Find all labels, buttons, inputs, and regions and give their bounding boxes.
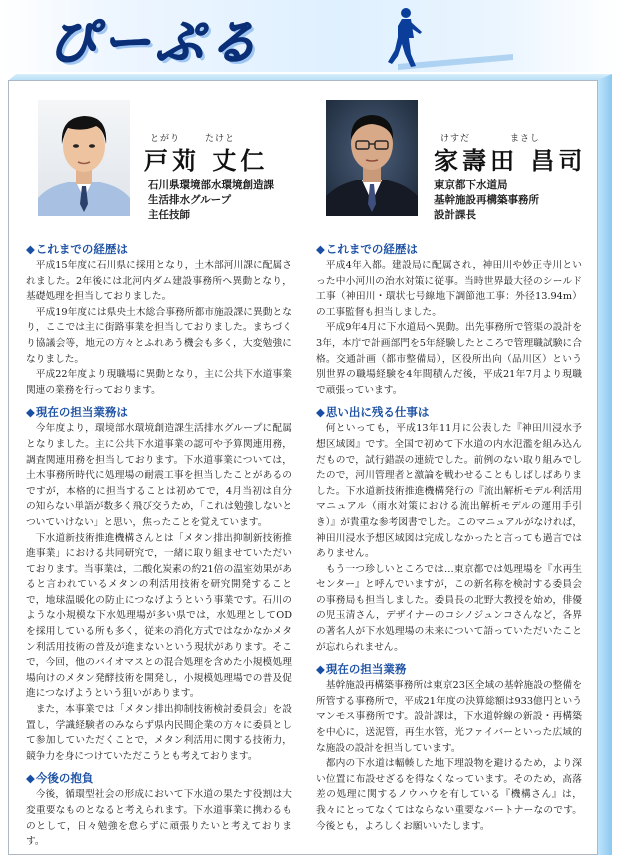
portrait-photo-right — [326, 100, 418, 216]
paragraph: もう一つ珍しいところでは…東京都では処理場を『水再生センター』と呼んでいますが，この新名称を検討する委員会の事務局も担当しました。委員長の北野大教授を始め，俳優の児玉清さん，デザイナーのコシノジュンコさんなど，各界の著名人が下水処理場の未来について語っていただいたことが忘れられません。 — [316, 563, 582, 653]
diamond-bullet-icon: ◆ — [316, 405, 325, 420]
page-side-edge — [598, 74, 612, 855]
diamond-bullet-icon: ◆ — [26, 771, 35, 786]
diamond-bullet-icon: ◆ — [316, 662, 325, 677]
portrait-photo-left — [38, 100, 130, 216]
paragraph: 今後，循環型社会の形成において下水道の果たす役割は大変重要なものとなると考えられます。下水道事業に携わるものとして，日々勉強を怠らずに頑張りたいと考えております。 — [26, 789, 292, 848]
section-heading: ◆思い出に残る仕事は — [316, 405, 430, 420]
section-career — [26, 241, 292, 398]
affiliation-left — [148, 178, 274, 223]
affiliation-org: 石川県環境部水環境創造課 — [148, 179, 274, 191]
header-banner — [0, 0, 620, 72]
diamond-bullet-icon: ◆ — [26, 242, 35, 256]
section-heading: ◆今後の抱負 — [26, 771, 94, 786]
affiliation-title: 主任技師 — [148, 209, 190, 221]
diamond-bullet-icon: ◆ — [316, 242, 325, 256]
paragraph: 基幹施設再構築事務所は東京23区全域の基幹施設の整備を所管する事務所で，平成21年度の決算総額は933億円というマンモス事務所です。設計課は，下水道幹線の新設・再構築を中心に，送泥管，再生水管，光ファイバーといった広域的な施設の設計を担当しています。 — [316, 680, 582, 754]
diamond-bullet-icon: ◆ — [26, 405, 35, 420]
section-current-duties — [316, 661, 582, 834]
person-portrait-icon — [326, 100, 418, 216]
paragraph: 平成4年入都。建設局に配属され，神田川や妙正寺川といった中小河川の治水対策に従事。当時世界最大径のシールド工事（神田川・環状七号線地下調節池工事：外径13.94m）の工事監督も担当しました。 — [316, 260, 582, 318]
section-heading: ◆現在の担当業務は — [26, 405, 128, 420]
name-reading-family: とがり — [150, 134, 181, 144]
section-heading: ◆これまでの経歴は — [316, 242, 418, 256]
paragraph: 平成9年4月に下水道局へ異動。出先事務所で管渠の設計を3年，本庁で計画部門を5年経験したところで管理職試験に合格。交通計画（都市整備局），区役所出向（品川区）という別世界の職場経験を4年間積んだ後，平成21年7月より現職で頑張っています。 — [316, 322, 582, 396]
affiliation-right — [434, 178, 539, 223]
paragraph: また，本事業では「メタン排出抑制技術検討委員会」を設置し，学識経験者のみならず県内民間企業の方々に委員として参加していただくことで，メタン利活用に関する技術力，競争力を身につけていただこうとも考えております。 — [26, 704, 292, 762]
section-memorable-work — [316, 404, 582, 655]
article-column-left — [26, 241, 292, 856]
paragraph: 今年度より，環境部水環境創造課生活排水グループに配属となりました。主に公共下水道事業の認可や予算関連用務，調査関連用務を担当しております。下水道事業については，土木事務所時代に処理場の耐震工事を担当したことがあるのですが，本格的に担当することは初めてで，4月当初は自分の知らない単語が数多く飛び交うため，「これは勉強しないとついていけない」と思い，焦ったことを覚えています。 — [26, 423, 293, 528]
name-reading-family: けすだ — [440, 134, 471, 144]
paragraph: 下水道新技術推進機構さんとは「メタン排出抑制新技術推進事業」における共同研究で，一緒に取り組ませていただいております。当事業は，二酸化炭素の約21倍の温室効果があると言われているメタンの利活用技術を研究開発することで，地球温暖化の防止につなげようという事業です。石川のような小規模な下水処理場が多い県では，水処理としてODを採用している所も多く，従来の消化方式ではなかなかメタン利活用技術の普及が進まないという現状があります。そこで，今回，他のバイオマスとの混合処理を含めた小規模処理場向けのメタン発酵技術を開発し，小規模処理場での普及促進につなげようという狙いがあります。 — [26, 532, 292, 700]
section-aspirations — [26, 770, 292, 849]
section-career — [316, 241, 582, 398]
column-title: ぴーぷる — [48, 15, 264, 71]
paragraph: 何といっても，平成13年11月に公表した『神田川浸水予想区域図』です。全国で初めて下水道の内水氾濫を組み込んだもので，試行錯誤の連続でした。前例のない取り組みでしたので，河川管理者と激論を戦わせることもしばしばありました。下水道新技術推進機構発行の『流出解析モデル利活用マニュアル（雨水対策における流出解析モデルの運用手引き）』が貴重な参考図書でした。このマニュアルがなければ，神田川浸水予想区域図は完成しなかったと言っても過言ではありません。 — [316, 423, 583, 560]
affiliation-group: 生活排水グループ — [148, 194, 232, 206]
person-name-left: 戸苅 丈仁 — [144, 146, 269, 175]
name-reading-given: まさし — [510, 134, 541, 144]
affiliation-title: 設計課長 — [434, 209, 476, 221]
affiliation-group: 基幹施設再構築事務所 — [434, 194, 539, 206]
paragraph: 平成19年度には県央土木総合事務所都市施設課に異動となり，ここでは主に街路事業を担当しておりました。まちづくり協議会等，地元の方々とふれあう機会も多く，大変勉強になりました。 — [26, 306, 292, 365]
name-reading-given: たけと — [205, 134, 236, 144]
person-name-right: 家壽田 昌司 — [434, 146, 587, 175]
paragraph: 平成22年度より現職場に異動となり，主に公共下水道事業関連の業務を行っております。 — [26, 369, 292, 396]
paragraph: 都内の下水道は輻輳した地下埋設物を避けるため，より深い位置に布設せざるを得なくなっています。そのため，高落差の処理に関するノウハウを有している『機構さん』は，我々にとってなくてはならない重要なパートナーなのです。今後とも，よろしくお願いいたします。 — [316, 758, 582, 832]
walking-figure-icon — [378, 4, 518, 72]
section-heading: ◆現在の担当業務 — [316, 662, 407, 677]
person-portrait-icon — [38, 100, 130, 216]
section-current-duties — [26, 404, 292, 764]
affiliation-org: 東京都下水道局 — [434, 179, 508, 191]
paragraph: 平成15年度に石川県に採用となり，土木部河川課に配属されました。2年後には北河内ダム建設事務所へ異動となり，基礎処理を担当しておりました。 — [26, 260, 292, 303]
section-heading: ◆これまでの経歴は — [26, 242, 128, 256]
article-column-right — [316, 241, 582, 840]
